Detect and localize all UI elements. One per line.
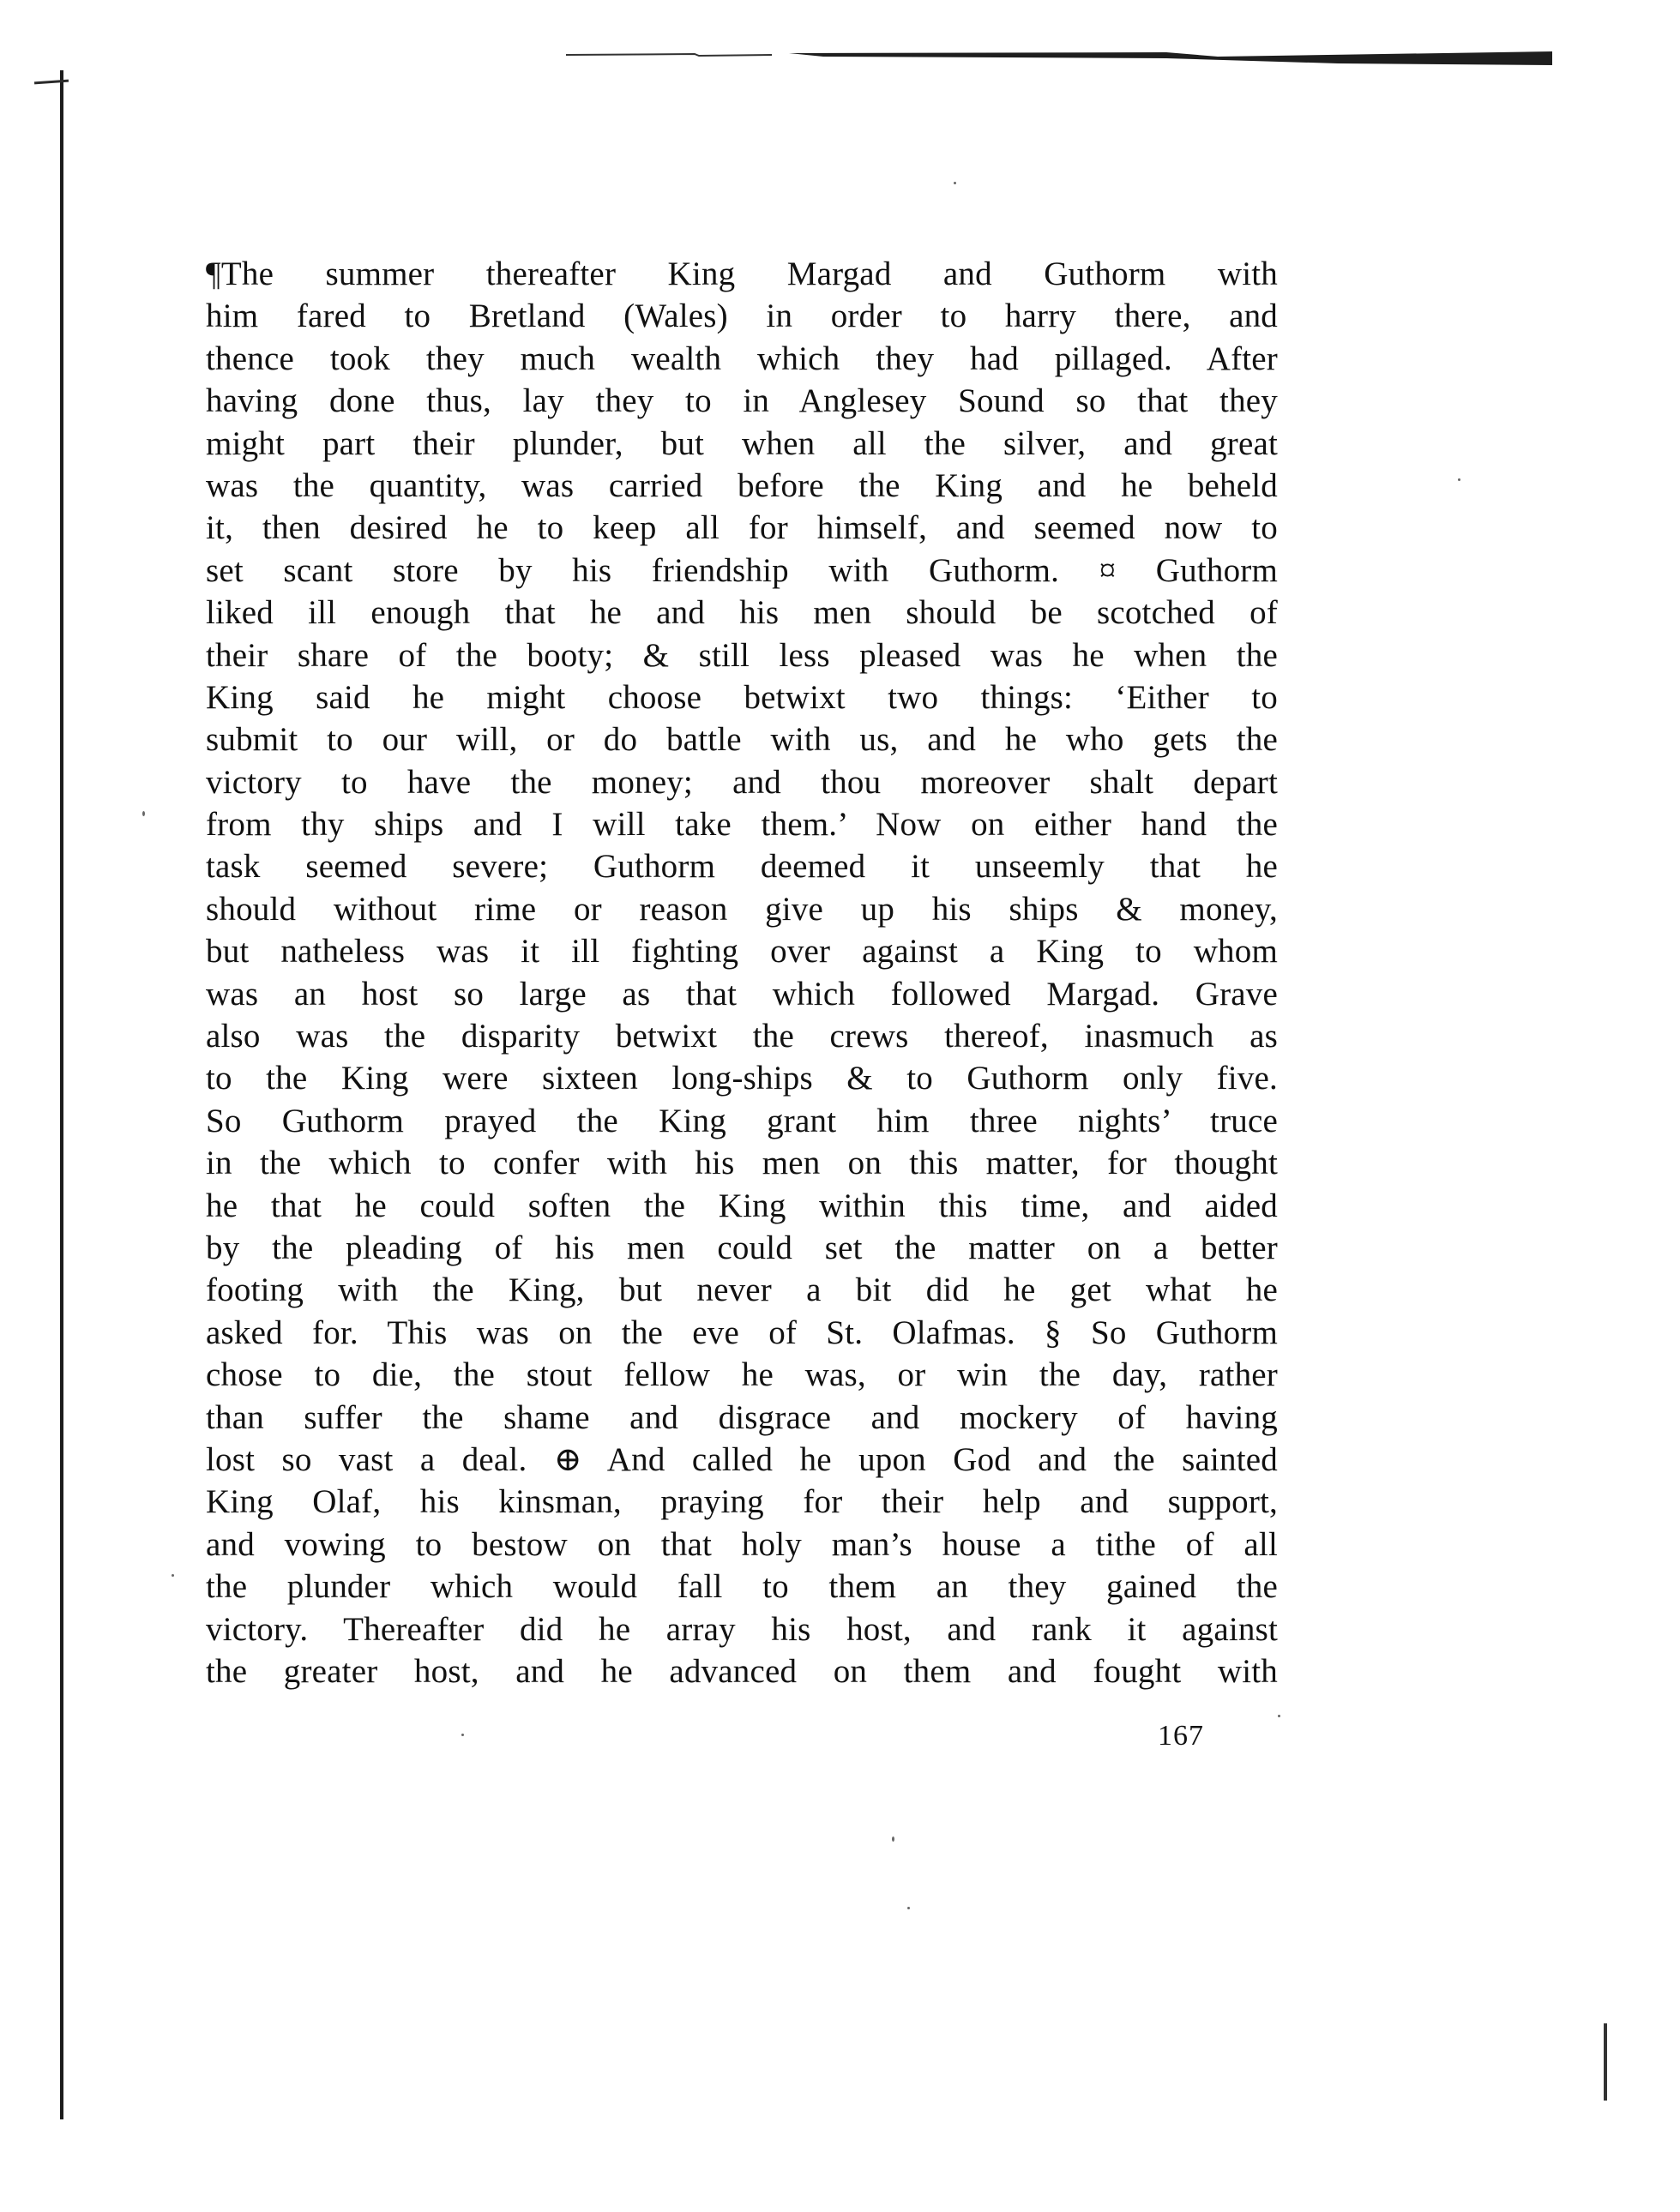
text-line: having done thus, lay they to in Anglesey Sound so that they [206, 382, 1278, 420]
text-line: in the which to confer with his men on this matter, for thought [206, 1145, 1278, 1182]
text-line: was an host so large as that which followed Margad. Grave [206, 975, 1278, 1013]
text-line: liked ill enough that he and his men should be scotched of [206, 594, 1278, 632]
page-number: 167 [1158, 1720, 1204, 1752]
text-line: chose to die, the stout fellow he was, or win the day, rather [206, 1356, 1278, 1394]
scan-speck [907, 1907, 910, 1909]
text-line: ¶The summer thereafter King Margad and Guthorm with [206, 255, 1278, 292]
scan-rule-artifact [566, 39, 1552, 65]
text-line: set scant store by his friendship with Guthorm. ¤ Guthorm [206, 551, 1278, 589]
scan-speck [1278, 1715, 1280, 1717]
text-line: also was the disparity betwixt the crews thereof, inasmuch as [206, 1018, 1278, 1055]
scan-speck [954, 182, 956, 184]
scan-speck [142, 811, 145, 816]
scan-left-tick [34, 80, 69, 85]
text-line: victory to have the money; and thou moreover shalt depart [206, 763, 1278, 801]
text-line: asked for. This was on the eve of St. Olafmas. § So Guthorm [206, 1313, 1278, 1351]
text-line: to the King were sixteen long-ships & to Guthorm only five. [206, 1060, 1278, 1097]
scan-speck [892, 1836, 894, 1842]
text-line: footing with the King, but never a bit did he get what he [206, 1271, 1278, 1309]
scan-right-mark [1604, 2023, 1607, 2101]
scan-speck [1458, 478, 1460, 481]
text-line: victory. Thereafter did he array his host, and rank it against [206, 1610, 1278, 1648]
text-line: was the quantity, was carried before the King and he beheld [206, 466, 1278, 504]
text-line: should without rime or reason give up his ships & money, [206, 890, 1278, 928]
scan-speck [461, 1734, 464, 1736]
text-line: task seemed severe; Guthorm deemed it unseemly that he [206, 848, 1278, 886]
text-line: than suffer the shame and disgrace and mockery of having [206, 1398, 1278, 1436]
text-line: him fared to Bretland (Wales) in order to harry there, and [206, 298, 1278, 335]
text-line: King Olaf, his kinsman, praying for their help and support, [206, 1483, 1278, 1521]
text-line: King said he might choose betwixt two things: ‘Either to [206, 678, 1278, 716]
text-line: and vowing to bestow on that holy man’s house a tithe of all [206, 1525, 1278, 1563]
text-line: thence took they much wealth which they had pillaged. After [206, 340, 1278, 377]
text-line: the greater host, and he advanced on them and fought with [206, 1652, 1278, 1690]
scan-left-edge [60, 70, 63, 2119]
text-line: their share of the booty; & still less pleased was he when the [206, 636, 1278, 674]
text-line: from thy ships and I will take them.’ Now on either hand the [206, 806, 1278, 844]
text-line: So Guthorm prayed the King grant him three nights’ truce [206, 1102, 1278, 1139]
scan-speck [172, 1574, 174, 1577]
text-line: by the pleading of his men could set the matter on a better [206, 1229, 1278, 1266]
text-line: he that he could soften the King within this time, and aided [206, 1187, 1278, 1224]
text-line: the plunder which would fall to them an they gained the [206, 1568, 1278, 1606]
body-text [206, 253, 1278, 1692]
text-line: lost so vast a deal. ⊕ And called he upon God and the sainted [206, 1440, 1278, 1478]
text-line: it, then desired he to keep all for himself, and seemed now to [206, 509, 1278, 547]
text-line: might part their plunder, but when all the silver, and great [206, 424, 1278, 462]
text-line: but natheless was it ill fighting over against a King to whom [206, 933, 1278, 971]
text-line: submit to our will, or do battle with us, and he who gets the [206, 721, 1278, 759]
